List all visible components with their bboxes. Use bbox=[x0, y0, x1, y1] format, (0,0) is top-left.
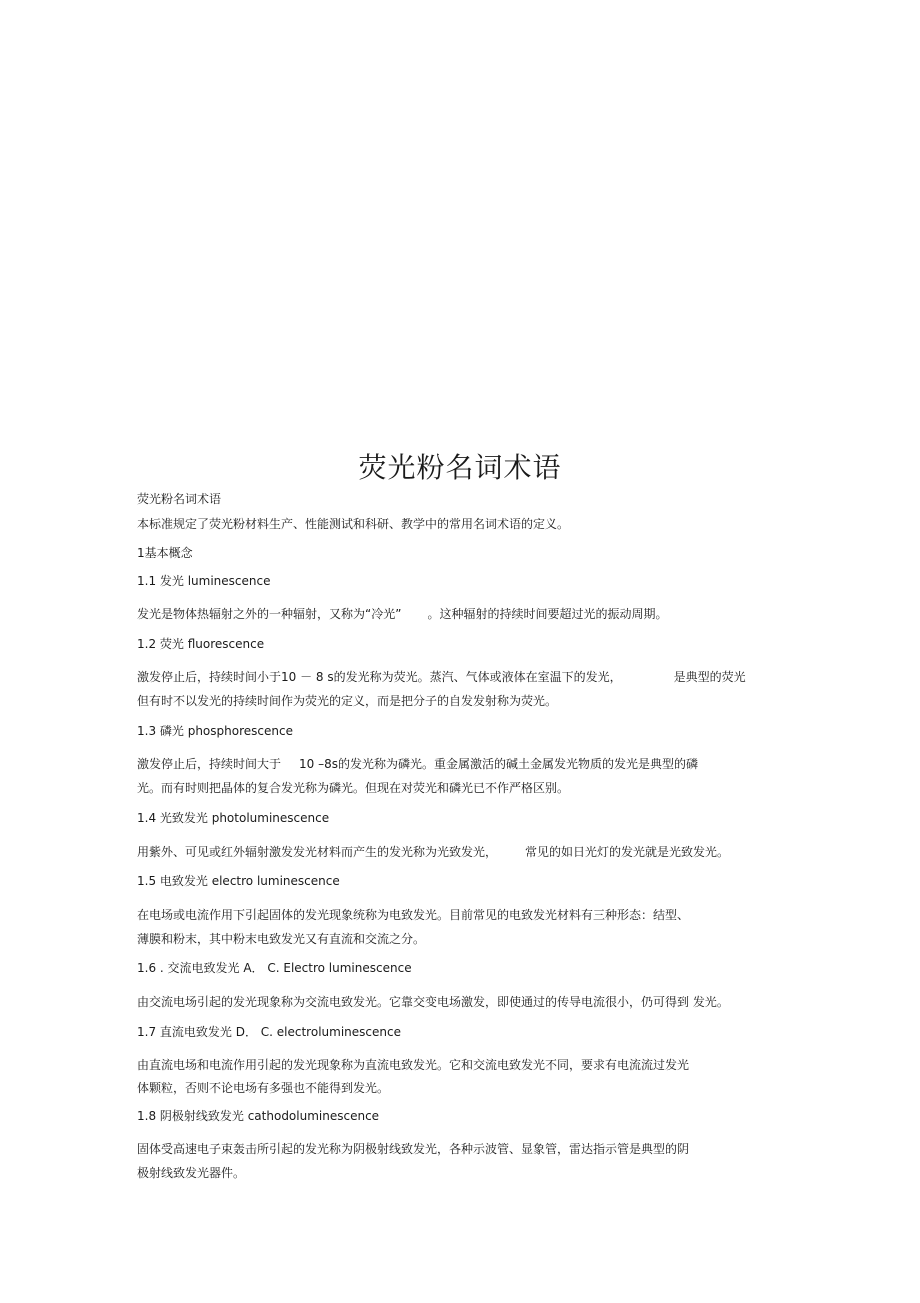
term-definition-line: 体颗粒，否则不论电场有多强也不能得到发光。 bbox=[137, 1081, 390, 1095]
term-heading: 1.4 光致发光 photoluminescence bbox=[137, 811, 330, 825]
term-definition-text: 是典型的荧光 bbox=[673, 670, 746, 684]
term-heading: 1.7 直流电致发光 D． C. electroluminescence bbox=[137, 1025, 401, 1039]
term-heading: 1.5 电致发光 electro luminescence bbox=[137, 874, 340, 888]
term-definition-line bbox=[137, 844, 729, 860]
term-definition-text: 发光是物体热辐射之外的一种辐射，又称为“冷光” bbox=[137, 607, 402, 621]
term-definition-line: 但有时不以发光的持续时间作为荧光的定义，而是把分子的自发发射称为荧光。 bbox=[137, 694, 558, 708]
term-definition-line bbox=[137, 606, 667, 622]
document-title: 荧光粉名词术语 bbox=[358, 451, 562, 484]
term-definition-text: 激发停止后，持续时间大于 bbox=[137, 757, 282, 771]
term-definition-line bbox=[137, 756, 698, 772]
term-definition-text: 用紫外、可见或红外辐射激发发光材料而产生的发光称为光致发光， bbox=[137, 845, 498, 859]
term-definition-line: 在电场或电流作用下引起固体的发光现象统称为电致发光。目前常见的电致发光材料有三种形态：结型、 bbox=[137, 908, 690, 922]
term-definition-text: 。这种辐射的持续时间要超过光的振动周期。 bbox=[427, 607, 668, 621]
term-definition-text: 常见的如日光灯的发光就是光致发光。 bbox=[525, 845, 730, 859]
document-subtitle: 荧光粉名词术语 bbox=[137, 492, 222, 506]
term-definition-line: 薄膜和粉末，其中粉末电致发光又有直流和交流之分。 bbox=[137, 932, 426, 946]
term-definition-line bbox=[137, 669, 746, 685]
term-heading: 1.3 磷光 phosphorescence bbox=[137, 724, 293, 738]
term-definition-line: 极射线致发光器件。 bbox=[137, 1166, 246, 1180]
term-definition-line: 固体受高速电子束轰击所引起的发光称为阴极射线致发光，各种示波管、显象管，雷达指示管是典型的阴 bbox=[137, 1142, 690, 1156]
term-heading: 1.1 发光 luminescence bbox=[137, 574, 271, 588]
intro-paragraph: 本标准规定了荧光粉材料生产、性能测试和科研、教学中的常用名词术语的定义。 bbox=[137, 517, 570, 531]
section-heading: 1基本概念 bbox=[137, 546, 193, 560]
term-heading: 1.2 荧光 fluorescence bbox=[137, 637, 265, 651]
term-heading: 1.8 阴极射线致发光 cathodoluminescence bbox=[137, 1109, 380, 1123]
term-heading: 1.6 . 交流电致发光 A． C. Electro luminescence bbox=[137, 961, 412, 975]
term-definition-line: 由交流电场引起的发光现象称为交流电致发光。它靠交变电场激发，即使通过的传导电流很小，仍可得到 发光。 bbox=[137, 995, 729, 1009]
term-definition-line: 由直流电场和电流作用引起的发光现象称为直流电致发光。它和交流电致发光不同，要求有电流流过发光 bbox=[137, 1058, 690, 1072]
term-definition-text: 10 –8s的发光称为磷光。重金属激活的碱土金属发光物质的发光是典型的磷 bbox=[299, 757, 698, 771]
term-definition-text: 激发停止后，持续时间小于10 － 8 s的发光称为荧光。蒸汽、气体或液体在室温下的发光， bbox=[137, 670, 622, 684]
term-definition-line: 光。而有时则把晶体的复合发光称为磷光。但现在对荧光和磷光已不作严格区别。 bbox=[137, 781, 570, 795]
